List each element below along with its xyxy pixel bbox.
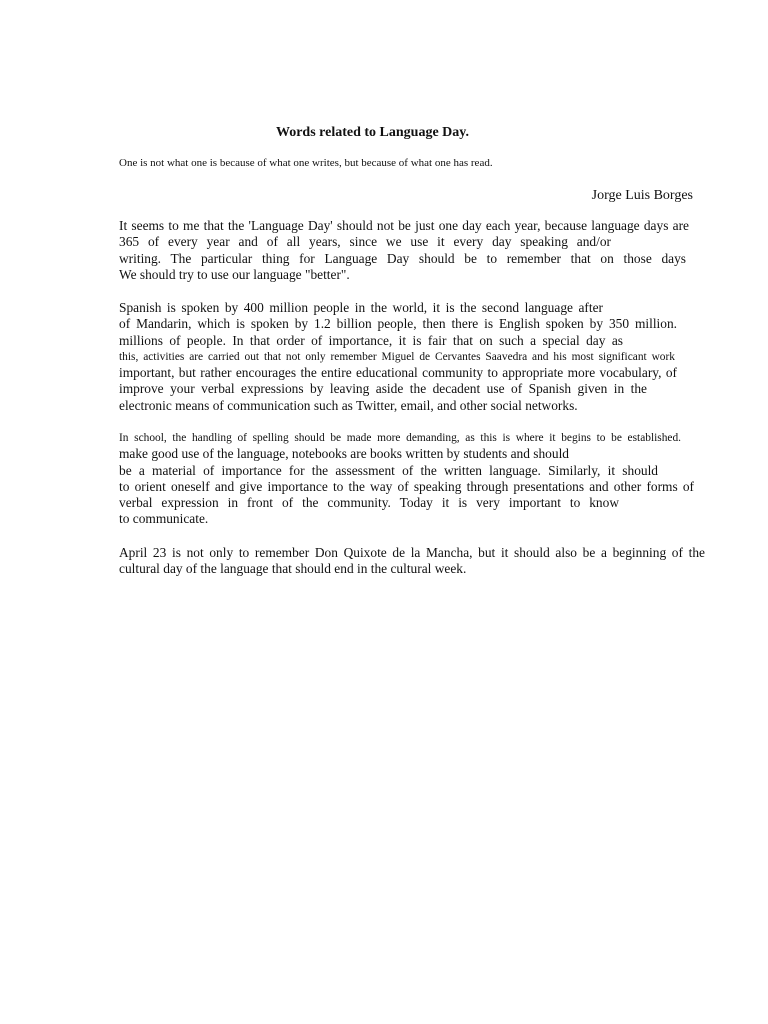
paragraph-line: of Mandarin, which is spoken by 1.2 billion people, then there is English spoken by 350 million. [119,316,677,332]
paragraph-line: In school, the handling of spelling should be made more demanding, as this is where it begins to be established. [119,432,681,444]
paragraph-line: improve your verbal expressions by leaving aside the decadent use of Spanish given in the [119,381,647,397]
paragraph-line: to communicate. [119,511,209,527]
paragraph-2 [119,300,705,414]
paragraph-1 [119,218,705,283]
paragraph-line: be a material of importance for the assessment of the written language. Similarly, it should [119,462,658,478]
paragraph-line: It seems to me that the 'Language Day' should not be just one day each year, because language days are [119,218,689,233]
paragraph-line: to orient oneself and give importance to the way of speaking through presentations and other forms of [119,478,694,494]
quote-author: Jorge Luis Borges [591,188,693,203]
paragraph-line: Spanish is spoken by 400 million people in the world, it is the second language after [119,300,603,315]
paragraph-line: We should try to use our language "better". [119,266,350,282]
document-title: Words related to Language Day. [275,125,470,140]
paragraph-line: writing. The particular thing for Language Day should be to remember that on those days [119,250,686,266]
paragraph-line: important, but rather encourages the entire educational community to appropriate more vocabulary, of [119,365,677,381]
paragraph-line: millions of people. In that order of importance, it is fair that on such a special day as [119,332,623,348]
epigraph-quote: One is not what one is because of what one writes, but because of what one has read. [119,157,493,169]
paragraph-line: April 23 is not only to remember Don Quixote de la Mancha, but it should also be a beginning of the [119,545,705,560]
paragraph-line: 365 of every year and of all years, since we use it every day speaking and/or [119,234,611,250]
paragraph-line: this, activities are carried out that not only remember Miguel de Cervantes Saavedra and his most significant work [119,350,675,363]
paragraph-line: make good use of the language, notebooks are books written by students and should [119,446,569,462]
paragraph-line: verbal expression in front of the community. Today it is very important to know [119,495,619,511]
paragraph-line: electronic means of communication such as Twitter, email, and other social networks. [119,397,578,413]
paragraph-line: cultural day of the language that should end in the cultural week. [119,561,467,577]
paragraph-3 [119,430,705,528]
paragraph-4 [119,545,705,578]
